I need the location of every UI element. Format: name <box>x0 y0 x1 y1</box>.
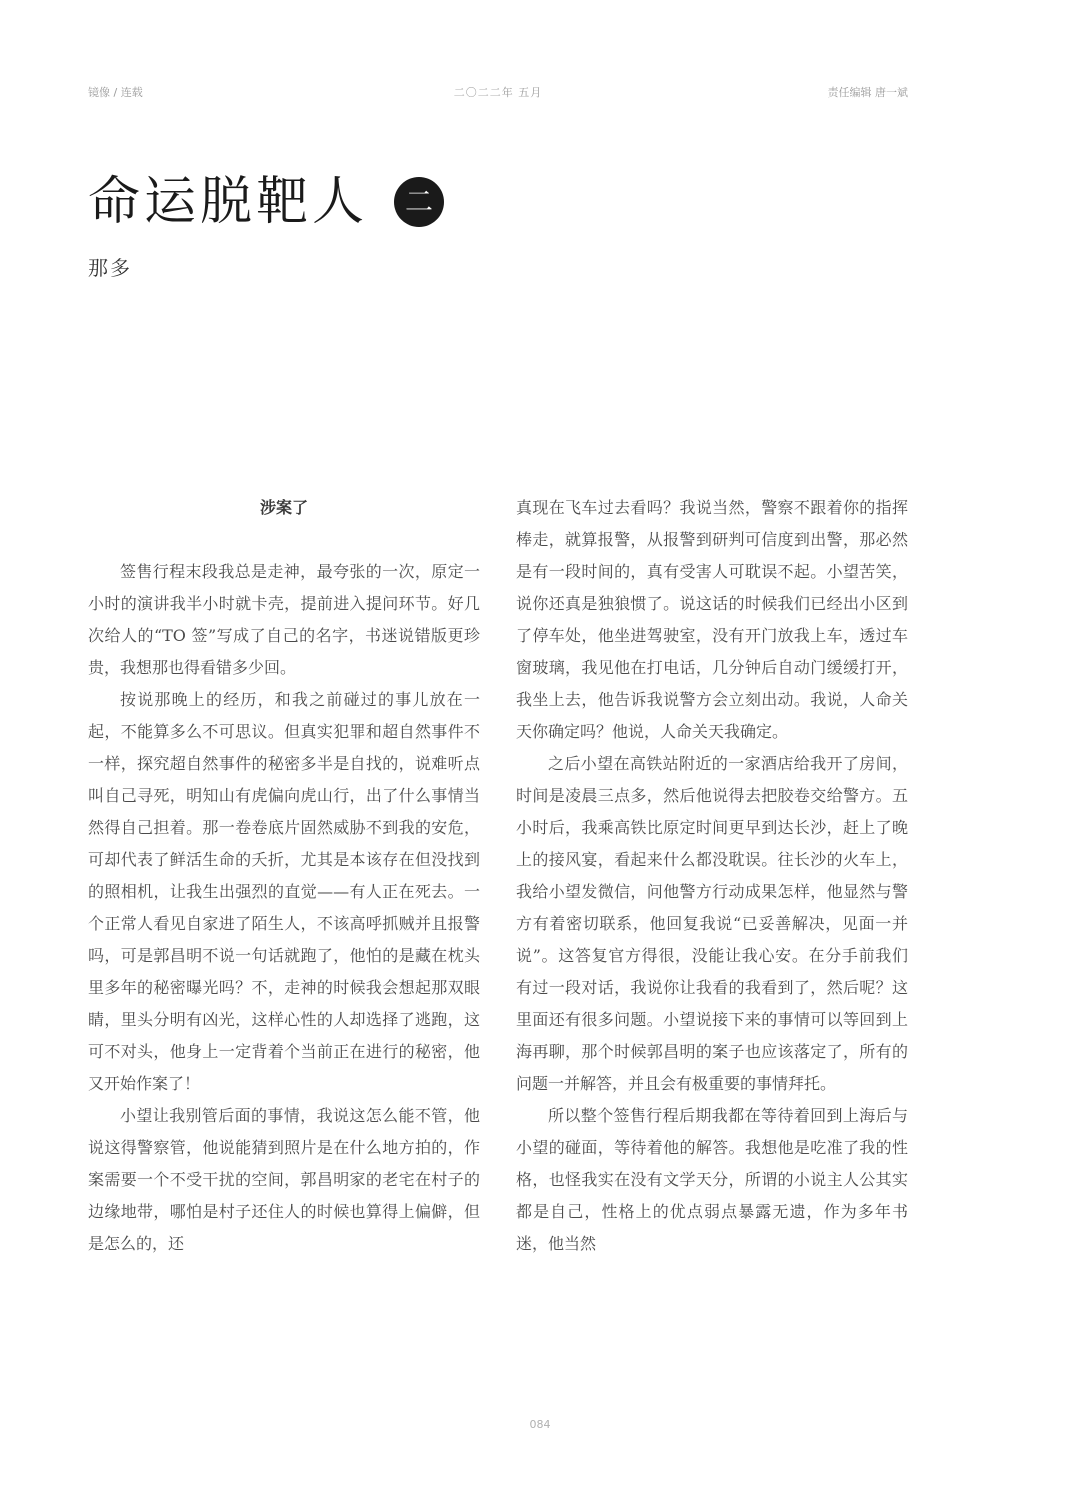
header-section: 镜像 / 连载 <box>88 86 143 99</box>
paragraph: 小望让我别管后面的事情，我说这怎么能不管，他说这得警察管，他说能猜到照片是在什么地方拍的，作案需要一个不受干扰的空间，郭昌明家的老宅在村子的边缘地带，哪怕是村子还住人的时候也算得上偏僻，但是怎么的，还 <box>88 1106 480 1253</box>
author-name: 那多 <box>88 256 132 280</box>
section-title: 涉案了 <box>259 498 308 517</box>
paragraph: 签售行程末段我总是走神，最夸张的一次，原定一小时的演讲我半小时就卡壳，提前进入提问环节。好几次给人的“TO 签”写成了自己的名字，书迷说错版更珍贵，我想那也得看错多少回。 <box>88 562 480 677</box>
article-title: 命运脱靶人 <box>88 172 369 232</box>
paragraph: 真现在飞车过去看吗？我说当然，警察不跟着你的指挥棒走，就算报警，从报警到研判可信度到出警，那必然是有一段时间的，真有受害人可耽误不起。小望苦笑，说你还真是独狼惯了。说这话的时候我们已经出小区到了停车处，他坐进驾驶室，没有开门放我上车，透过车窗玻璃，我见他在打电话，几分钟后自动门缓缓打开，我坐上去，他告诉我说警方会立刻出动。我说，人命关天你确定吗？他说，人命关天我确定。 <box>516 498 908 741</box>
paragraph: 所以整个签售行程后期我都在等待着回到上海后与小望的碰面，等待着他的解答。我想他是吃准了我的性格，也怪我实在没有文学天分，所谓的小说主人公其实都是自己，性格上的优点弱点暴露无遗，作为多年书迷，他当然 <box>516 1106 908 1253</box>
running-header <box>88 84 908 100</box>
article-title-block <box>88 170 444 234</box>
chapter-number-badge: 二 <box>394 177 444 227</box>
text-column-right <box>516 492 908 1260</box>
header-editor: 责任编辑 唐一斌 <box>827 86 908 99</box>
page-number: 084 <box>529 1418 551 1431</box>
text-column-left <box>88 492 480 1260</box>
paragraph: 按说那晚上的经历，和我之前碰过的事儿放在一起，不能算多么不可思议。但真实犯罪和超自然事件不一样，探究超自然事件的秘密多半是自找的，说难听点叫自己寻死，明知山有虎偏向虎山行，出了什么事情当然得自己担着。那一卷卷底片固然威胁不到我的安危，可却代表了鲜活生命的夭折，尤其是本该存在但没找到的照相机，让我生出强烈的直觉——有人正在死去。一个正常人看见自家进了陌生人，不该高呼抓贼并且报警吗，可是郭昌明不说一句话就跑了，他怕的是藏在枕头里多年的秘密曝光吗？不，走神的时候我会想起那双眼睛，里头分明有凶光，这样心性的人却选择了逃跑，这可不对头，他身上一定背着个当前正在进行的秘密，他又开始作案了！ <box>88 690 480 1093</box>
paragraph: 之后小望在高铁站附近的一家酒店给我开了房间，时间是凌晨三点多，然后他说得去把胶卷交给警方。五小时后，我乘高铁比原定时间更早到达长沙，赶上了晚上的接风宴，看起来什么都没耽误。往长沙的火车上，我给小望发微信，问他警方行动成果怎样，他显然与警方有着密切联系，他回复我说“已妥善解决，见面一并说”。这答复官方得很，没能让我心安。在分手前我们有过一段对话，我说你让我看的我看到了，然后呢？这里面还有很多问题。小望说接下来的事情可以等回到上海再聊，那个时候郭昌明的案子也应该落定了，所有的问题一并解答，并且会有极重要的事情拜托。 <box>516 754 908 1093</box>
header-date: 二〇二二年 五月 <box>453 86 543 99</box>
